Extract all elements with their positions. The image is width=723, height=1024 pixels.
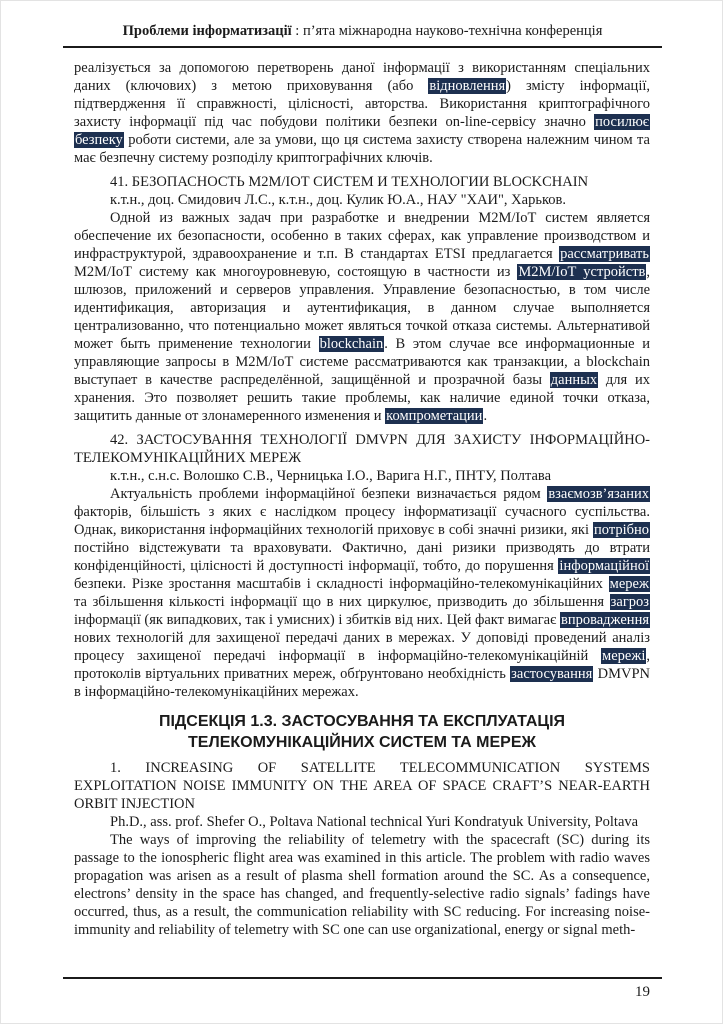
page-content xyxy=(74,59,650,939)
text-run: ПІДСЕКЦІЯ 1.3. ЗАСТОСУВАННЯ ТА ЕКСПЛУАТАЦІЯ ТЕЛЕКОМУНІКАЦІЙНИХ СИСТЕМ ТА МЕРЕЖ xyxy=(158,713,566,751)
footer-divider xyxy=(63,977,662,979)
text-run: ) змісту інформації, підтвердження її справжності, цілісності, авторства. Використання криптографічного захисту інформації під час побудови політики безпеки on-line-сервісу значно xyxy=(74,78,650,130)
text-run: . xyxy=(483,408,488,424)
highlighted-text: взаємозв’язаних xyxy=(548,486,649,502)
highlighted-text: компрометации xyxy=(386,408,483,424)
conference-title: Проблеми інформатизації xyxy=(122,23,292,39)
page-number: 19 xyxy=(635,984,650,1000)
text-run: постійно відстежувати та враховувати. Фактично, дані ризики призводять до втрати конфіденційності, цілісності й доступності інформації, тобто, до порушення xyxy=(74,540,650,574)
text-run: факторів, більшість з яких є наслідком процесу інформатизації сучасного суспільства. Однак, використання інформаційних технологій приховує в собі значні ризики, які xyxy=(74,504,650,538)
highlighted-text: мереж xyxy=(609,576,649,592)
highlighted-text: впровадження xyxy=(560,612,649,628)
abstract-title xyxy=(74,759,650,813)
text-run: 1. INCREASING OF SATELLITE TELECOMMUNICATION SYSTEMS EXPLOITATION NOISE IMMUNITY ON THE AREA OF SPACE CRAFT’S NEAR-EARTH ORBIT INJECTION xyxy=(74,760,650,812)
text-run: The ways of improving the reliability of telemetry with the spacecraft (SC) during its passage to the ionospheric flight area was examined in this article. The problem with radio waves propagation was arisen as a result of plasma shell formation around the SC. As a consequence, electrons’ density in the space has changed, and frequently-selective radio signals’ fadings have occurred, thus, as a result, the communication reliability with SC reducing. For increasing noise-immunity and reliability of telemetry with SC one can use organizational, energy or signal meth- xyxy=(74,832,650,938)
text-run: Одной из важных задач при разработке и внедрении М2М/ІоТ систем является обеспечение их безопасности, особенно в таких сферах, как управление производством и инфраструктурой, здравоохранение и т.п. В стандартах ETSI предлагается xyxy=(74,210,650,262)
paragraph xyxy=(74,485,650,701)
highlighted-text: застосування xyxy=(511,666,593,682)
highlighted-text: загроз xyxy=(610,594,649,610)
text-run: DMVPN в інформаційно-телекомунікаційних мережах. xyxy=(74,666,650,700)
page-header xyxy=(63,22,662,40)
text-run: Актуальність проблеми інформаційної безпеки визначається рядом xyxy=(110,486,548,502)
highlighted-text: мережі xyxy=(602,648,646,664)
text-run: Ph.D., ass. prof. Shefer O., Poltava National technical Yuri Kondratyuk University, Poltava xyxy=(110,814,639,830)
text-run: , протоколів віртуальних приватних мереж, обґрунтовано необхідність xyxy=(74,648,650,682)
highlighted-text: blockchain xyxy=(319,336,384,352)
header-divider xyxy=(63,46,662,48)
text-run: к.т.н., доц. Смидович Л.С., к.т.н., доц. Кулик Ю.А., НАУ "ХАИ", Харьков. xyxy=(110,192,566,208)
authors-line xyxy=(74,813,650,831)
text-run: нових технологій для захищеної передачі даних в мережах. У доповіді проведений аналіз процесу захищеної передачі інформації в інформаційно-телекомунікаційній xyxy=(74,630,650,664)
highlighted-text: потрібно xyxy=(594,522,649,538)
subsection-title xyxy=(122,711,602,753)
text-run: , шлюзов, приложений и серверов управления. Управление безопасностью, в том числе идентификация, авторизация и аутентификация, в данном случае выполняется централизованно, что потенциально может являться точкой отказа системы. Альтернативой может быть применение технологии xyxy=(74,264,650,352)
highlighted-text: безпеку xyxy=(75,132,123,148)
text-run: для их хранения. Это позволяет решить такие проблемы, как наличие единой точки отказа, защитить данные от злонамеренного изменения и xyxy=(74,372,650,424)
text-run: безпеки. Різке зростання масштабів і складності інформаційно-телекомунікаційних xyxy=(74,576,609,592)
text-run: . В этом случае все информационные и управляющие запросы в М2М/ІоТ системе рассматриваются как транзакции, а blockchain выступает в качестве распределённой, защищённой и прозрачной базы xyxy=(74,336,650,388)
abstract-title xyxy=(74,431,650,467)
paragraph xyxy=(74,209,650,425)
highlighted-text: данных xyxy=(550,372,598,388)
highlighted-text: рассматривать xyxy=(560,246,649,262)
highlighted-text: посилює xyxy=(595,114,649,130)
paragraph xyxy=(74,59,650,167)
highlighted-text: М2М/ІоТ устройств xyxy=(518,264,646,280)
authors-line xyxy=(74,467,650,485)
text-run: к.т.н., с.н.с. Волошко С.В., Черницька І.О., Варига Н.Г., ПНТУ, Полтава xyxy=(110,468,552,484)
text-run: інформації (як випадкових, так і умисних) і збитків від них. Цей факт вимагає xyxy=(74,612,560,628)
text-run: 41. БЕЗОПАСНОСТЬ М2М/ІОТ СИСТЕМ И ТЕХНОЛОГИИ BLOCKCHAIN xyxy=(110,174,589,190)
text-run: та збільшення кількості інформації що в них циркулює, призводить до збільшення xyxy=(74,594,610,610)
conference-subtitle: : п’ята міжнародна науково-технічна конференція xyxy=(291,23,603,39)
highlighted-text: відновлення xyxy=(429,78,506,94)
highlighted-text: інформаційної xyxy=(559,558,649,574)
text-run: М2М/ІоТ систему как многоуровневую, состоящую в частности из xyxy=(74,264,518,280)
paragraph xyxy=(74,831,650,939)
authors-line xyxy=(74,191,650,209)
text-run: роботи системи, але за умови, що ця система захисту створена належним чином та має безпечну систему розподілу криптографічних ключів. xyxy=(74,132,650,166)
abstract-title xyxy=(74,173,650,191)
text-run: реалізується за допомогою перетворень даної інформації з використанням спеціальних даних (ключових) з метою приховування (або xyxy=(74,60,650,94)
text-run: 42. ЗАСТОСУВАННЯ ТЕХНОЛОГІЇ DMVPN ДЛЯ ЗАХИСТУ ІНФОРМАЦІЙНО-ТЕЛЕКОМУНІКАЦІЙНИХ МЕРЕЖ xyxy=(74,432,650,466)
